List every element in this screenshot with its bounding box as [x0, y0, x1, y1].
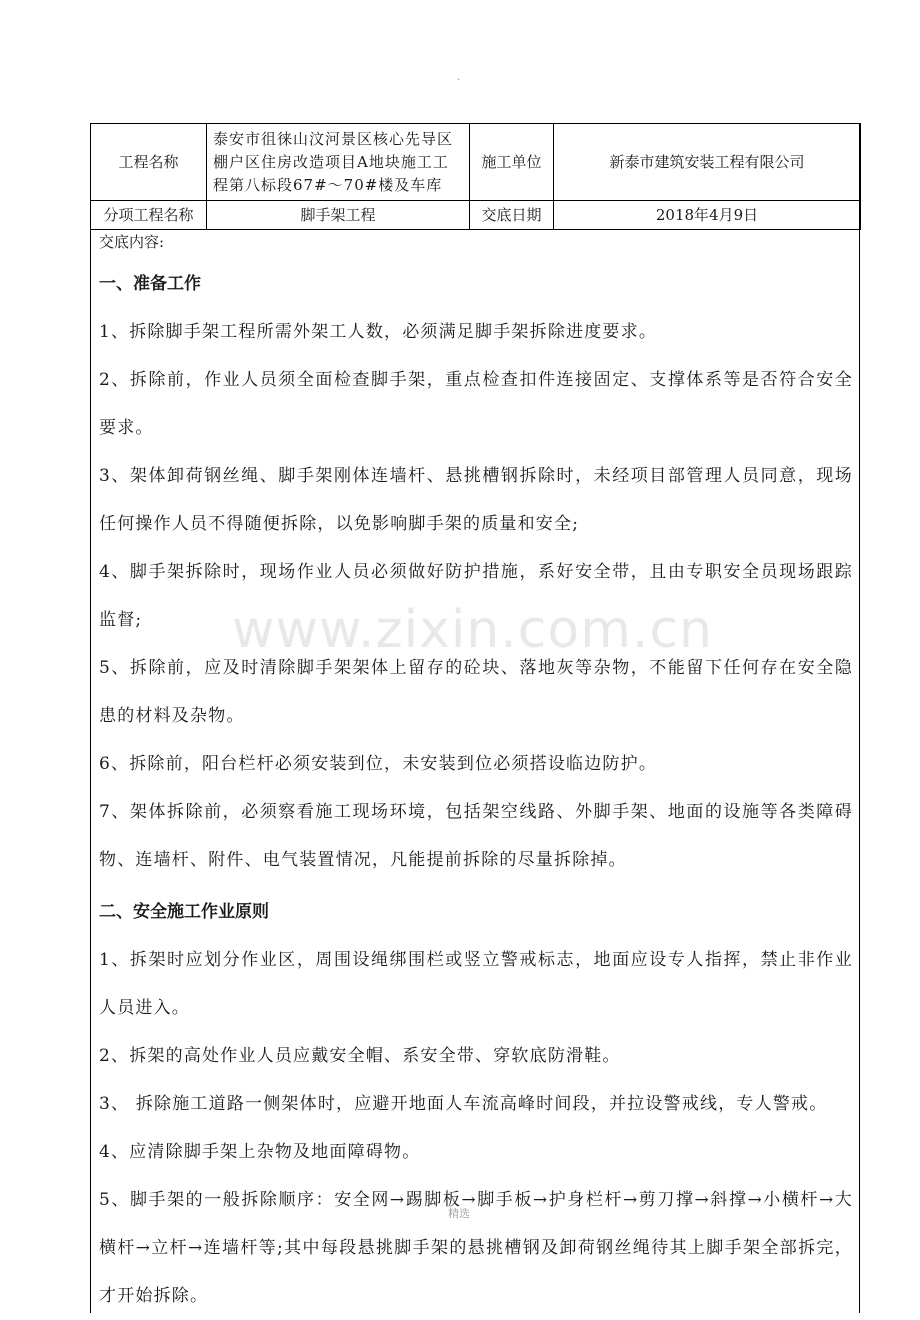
paragraph: 1、拆架时应划分作业区，周围设绳绑围栏或竖立警戒标志，地面应设专人指挥，禁止非作业人员进入。 — [99, 950, 853, 1018]
top-mark: . — [457, 72, 461, 83]
content-label: 交底内容: — [99, 233, 165, 251]
paragraph: 1、拆除脚手架工程所需外架工人数，必须满足脚手架拆除进度要求。 — [99, 322, 658, 342]
paragraph: 3、 拆除施工道路一侧架体时，应避开地面人车流高峰时间段，并拉设警戒线，专人警戒。 — [99, 1094, 828, 1114]
date-label: 交底日期 — [470, 201, 554, 230]
paragraph: 4、脚手架拆除时，现场作业人员必须做好防护措施，系好安全带，且由专职安全员现场跟踪监督; — [99, 562, 853, 630]
header-table — [90, 123, 861, 230]
disclosure-sheet — [90, 123, 860, 1313]
paragraph: 4、应清除脚手架上杂物及地面障碍物。 — [99, 1142, 421, 1162]
paragraph: 7、架体拆除前，必须察看施工现场环境，包括架空线路、外脚手架、地面的设施等各类障碍物、连墙杆、附件、电气装置情况，凡能提前拆除的尽量拆除掉。 — [99, 802, 853, 870]
subproject-label: 分项工程名称 — [91, 201, 207, 230]
project-name-label: 工程名称 — [91, 124, 207, 201]
date-value: 2018年4月9日 — [554, 201, 861, 230]
content-area — [91, 228, 861, 1320]
footer-mark: 精选 — [448, 1207, 470, 1220]
paragraph: 3、架体卸荷钢丝绳、脚手架刚体连墙杆、悬挑槽钢拆除时，未经项目部管理人员同意，现场任何操作人员不得随便拆除，以免影响脚手架的质量和安全; — [99, 466, 853, 534]
paragraph: 5、脚手架的一般拆除顺序：安全网→踢脚板→脚手板→护身栏杆→剪刀撑→斜撑→小横杆→大横杆→立杆→连墙杆等;其中每段悬挑脚手架的悬挑槽钢及卸荷钢丝绳待其上脚手架全部拆完，才开始拆除。 — [99, 1190, 853, 1306]
project-name-value: 泰安市徂徕山汶河景区核心先导区棚户区住房改造项目A地块施工工程第八标段67#～70#楼及车库 — [207, 124, 470, 201]
section-title: 二、安全施工作业原则 — [99, 902, 269, 922]
paragraph: 2、拆除前，作业人员须全面检查脚手架，重点检查扣件连接固定、支撑体系等是否符合安全要求。 — [99, 370, 853, 438]
paragraph: 6、拆除前，阳台栏杆必须安装到位，未安装到位必须搭设临边防护。 — [99, 754, 658, 774]
section-title: 一、准备工作 — [99, 274, 201, 294]
contractor-label: 施工单位 — [470, 124, 554, 201]
contractor-value: 新泰市建筑安装工程有限公司 — [554, 124, 861, 201]
watermark: www.zixin.com.cn — [232, 600, 713, 660]
subproject-value: 脚手架工程 — [207, 201, 470, 230]
paragraph: 5、拆除前，应及时清除脚手架架体上留存的砼块、落地灰等杂物，不能留下任何存在安全隐患的材料及杂物。 — [99, 658, 853, 726]
paragraph: 2、拆架的高处作业人员应戴安全帽、系安全带、穿软底防滑鞋。 — [99, 1046, 621, 1066]
